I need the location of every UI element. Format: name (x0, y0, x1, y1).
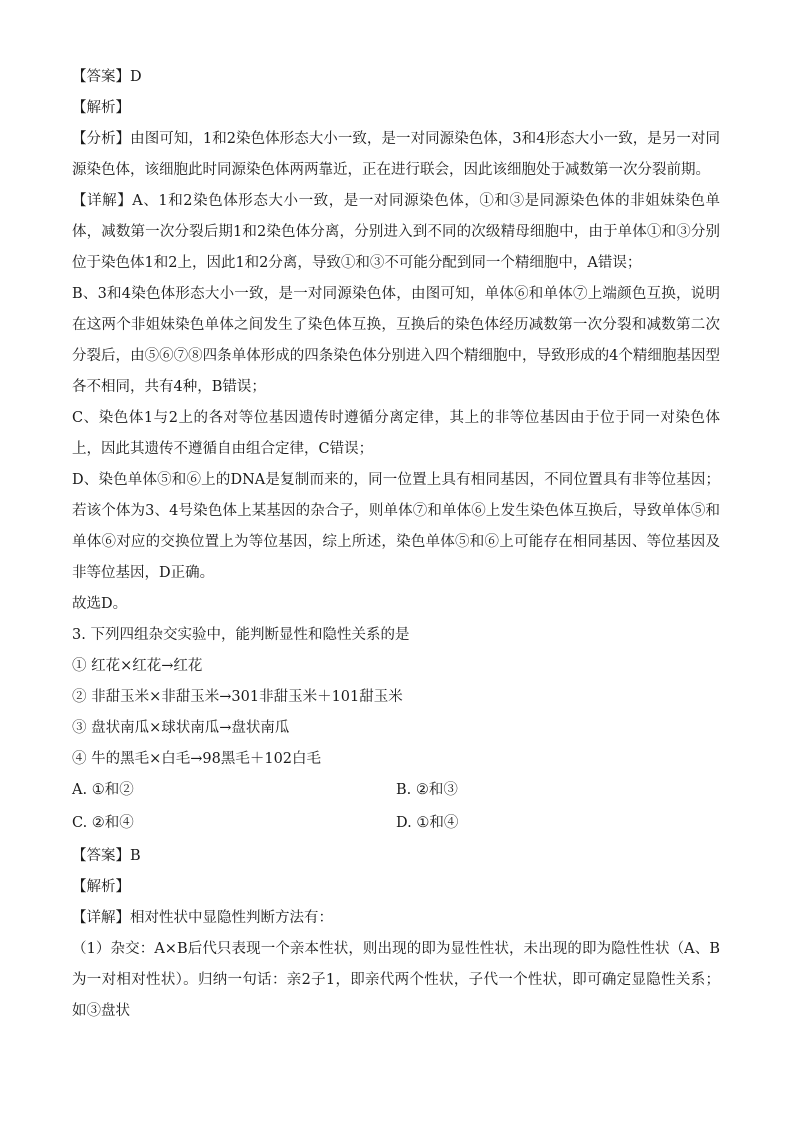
q3-stem: 3. 下列四组杂交实验中，能判断显性和隐性关系的是 (72, 627, 410, 643)
q2-detail-a: 【详解】A、1和2染色体形态大小一致，是一对同源染色体，①和③是同源染色体的非姐妹染色单体，减数第一次分裂后期1和2染色体分离，分别进入到不同的次级精母细胞中，由于单体①和③分别位于染色体1和2上，因此1和2分离，导致①和③不可能分配到同一个精细胞中，A错误； (72, 193, 720, 271)
q3-detail: 【详解】相对性状中显隐性判断方法有： (72, 910, 333, 926)
q3-option-c: C. ②和④ (72, 815, 134, 831)
q2-answer: 【答案】D (72, 69, 142, 85)
q3-item-1: ① 红花×红花→红花 (72, 658, 203, 674)
q2-analysis-label: 【解析】 (72, 100, 130, 116)
q3-item-3: ③ 盘状南瓜×球状南瓜→盘状南瓜 (72, 720, 290, 736)
q2-fenxi: 【分析】由图可知，1和2染色体形态大小一致，是一对同源染色体，3和4形态大小一致，是另一对同源染色体，该细胞此时同源染色体两两靠近，正在进行联会，因此该细胞处于减数第一次分裂前期。 (72, 131, 720, 178)
q3-options-row-1 (72, 775, 720, 808)
q2-conclusion: 故选D。 (72, 596, 128, 612)
q3-option-d: D. ①和④ (396, 815, 459, 831)
q3-method-1: （1）杂交：A×B后代只表现一个亲本性状，则出现的即为显性性状，未出现的即为隐性性状（A、B为一对相对性状）。归纳一句话：亲2子1，即亲代两个性状，子代一个性状，即可确定显隐性关系；如③盘状 (72, 941, 720, 1019)
q3-options-row-2 (72, 808, 720, 841)
q2-detail-d: D、染色单体⑤和⑥上的DNA是复制而来的，同一位置上具有相同基因，不同位置具有非等位基因；若该个体为3、4号染色体上某基因的杂合子，则单体⑦和单体⑥上发生染色体互换后，导致单体⑤和单体⑥对应的交换位置上为等位基因，综上所述，染色单体⑤和⑥上可能存在相同基因、等位基因及非等位基因，D正确。 (72, 472, 720, 581)
q3-option-b: B. ②和③ (396, 782, 458, 798)
q3-analysis-label: 【解析】 (72, 879, 130, 895)
q3-answer: 【答案】B (72, 848, 141, 864)
q3-item-4: ④ 牛的黑毛×白毛→98黑毛＋102白毛 (72, 751, 322, 767)
q3-item-2: ② 非甜玉米×非甜玉米→301非甜玉米＋101甜玉米 (72, 689, 403, 705)
q2-detail-b: B、3和4染色体形态大小一致，是一对同源染色体，由图可知，单体⑥和单体⑦上端颜色互换，说明在这两个非姐妹染色单体之间发生了染色体互换，互换后的染色体经历减数第一次分裂和减数第二次分裂后，由⑤⑥⑦⑧四条单体形成的四条染色体分别进入四个精细胞中，导致形成的4个精细胞基因型各不相同，共有4种，B错误； (72, 286, 720, 395)
q2-detail-c: C、染色体1与2上的各对等位基因遗传时遵循分离定律，其上的非等位基因由于位于同一对染色体上，因此其遗传不遵循自由组合定律，C错误； (72, 410, 720, 457)
q3-option-a: A. ①和② (72, 782, 134, 798)
document-page (72, 62, 720, 1027)
